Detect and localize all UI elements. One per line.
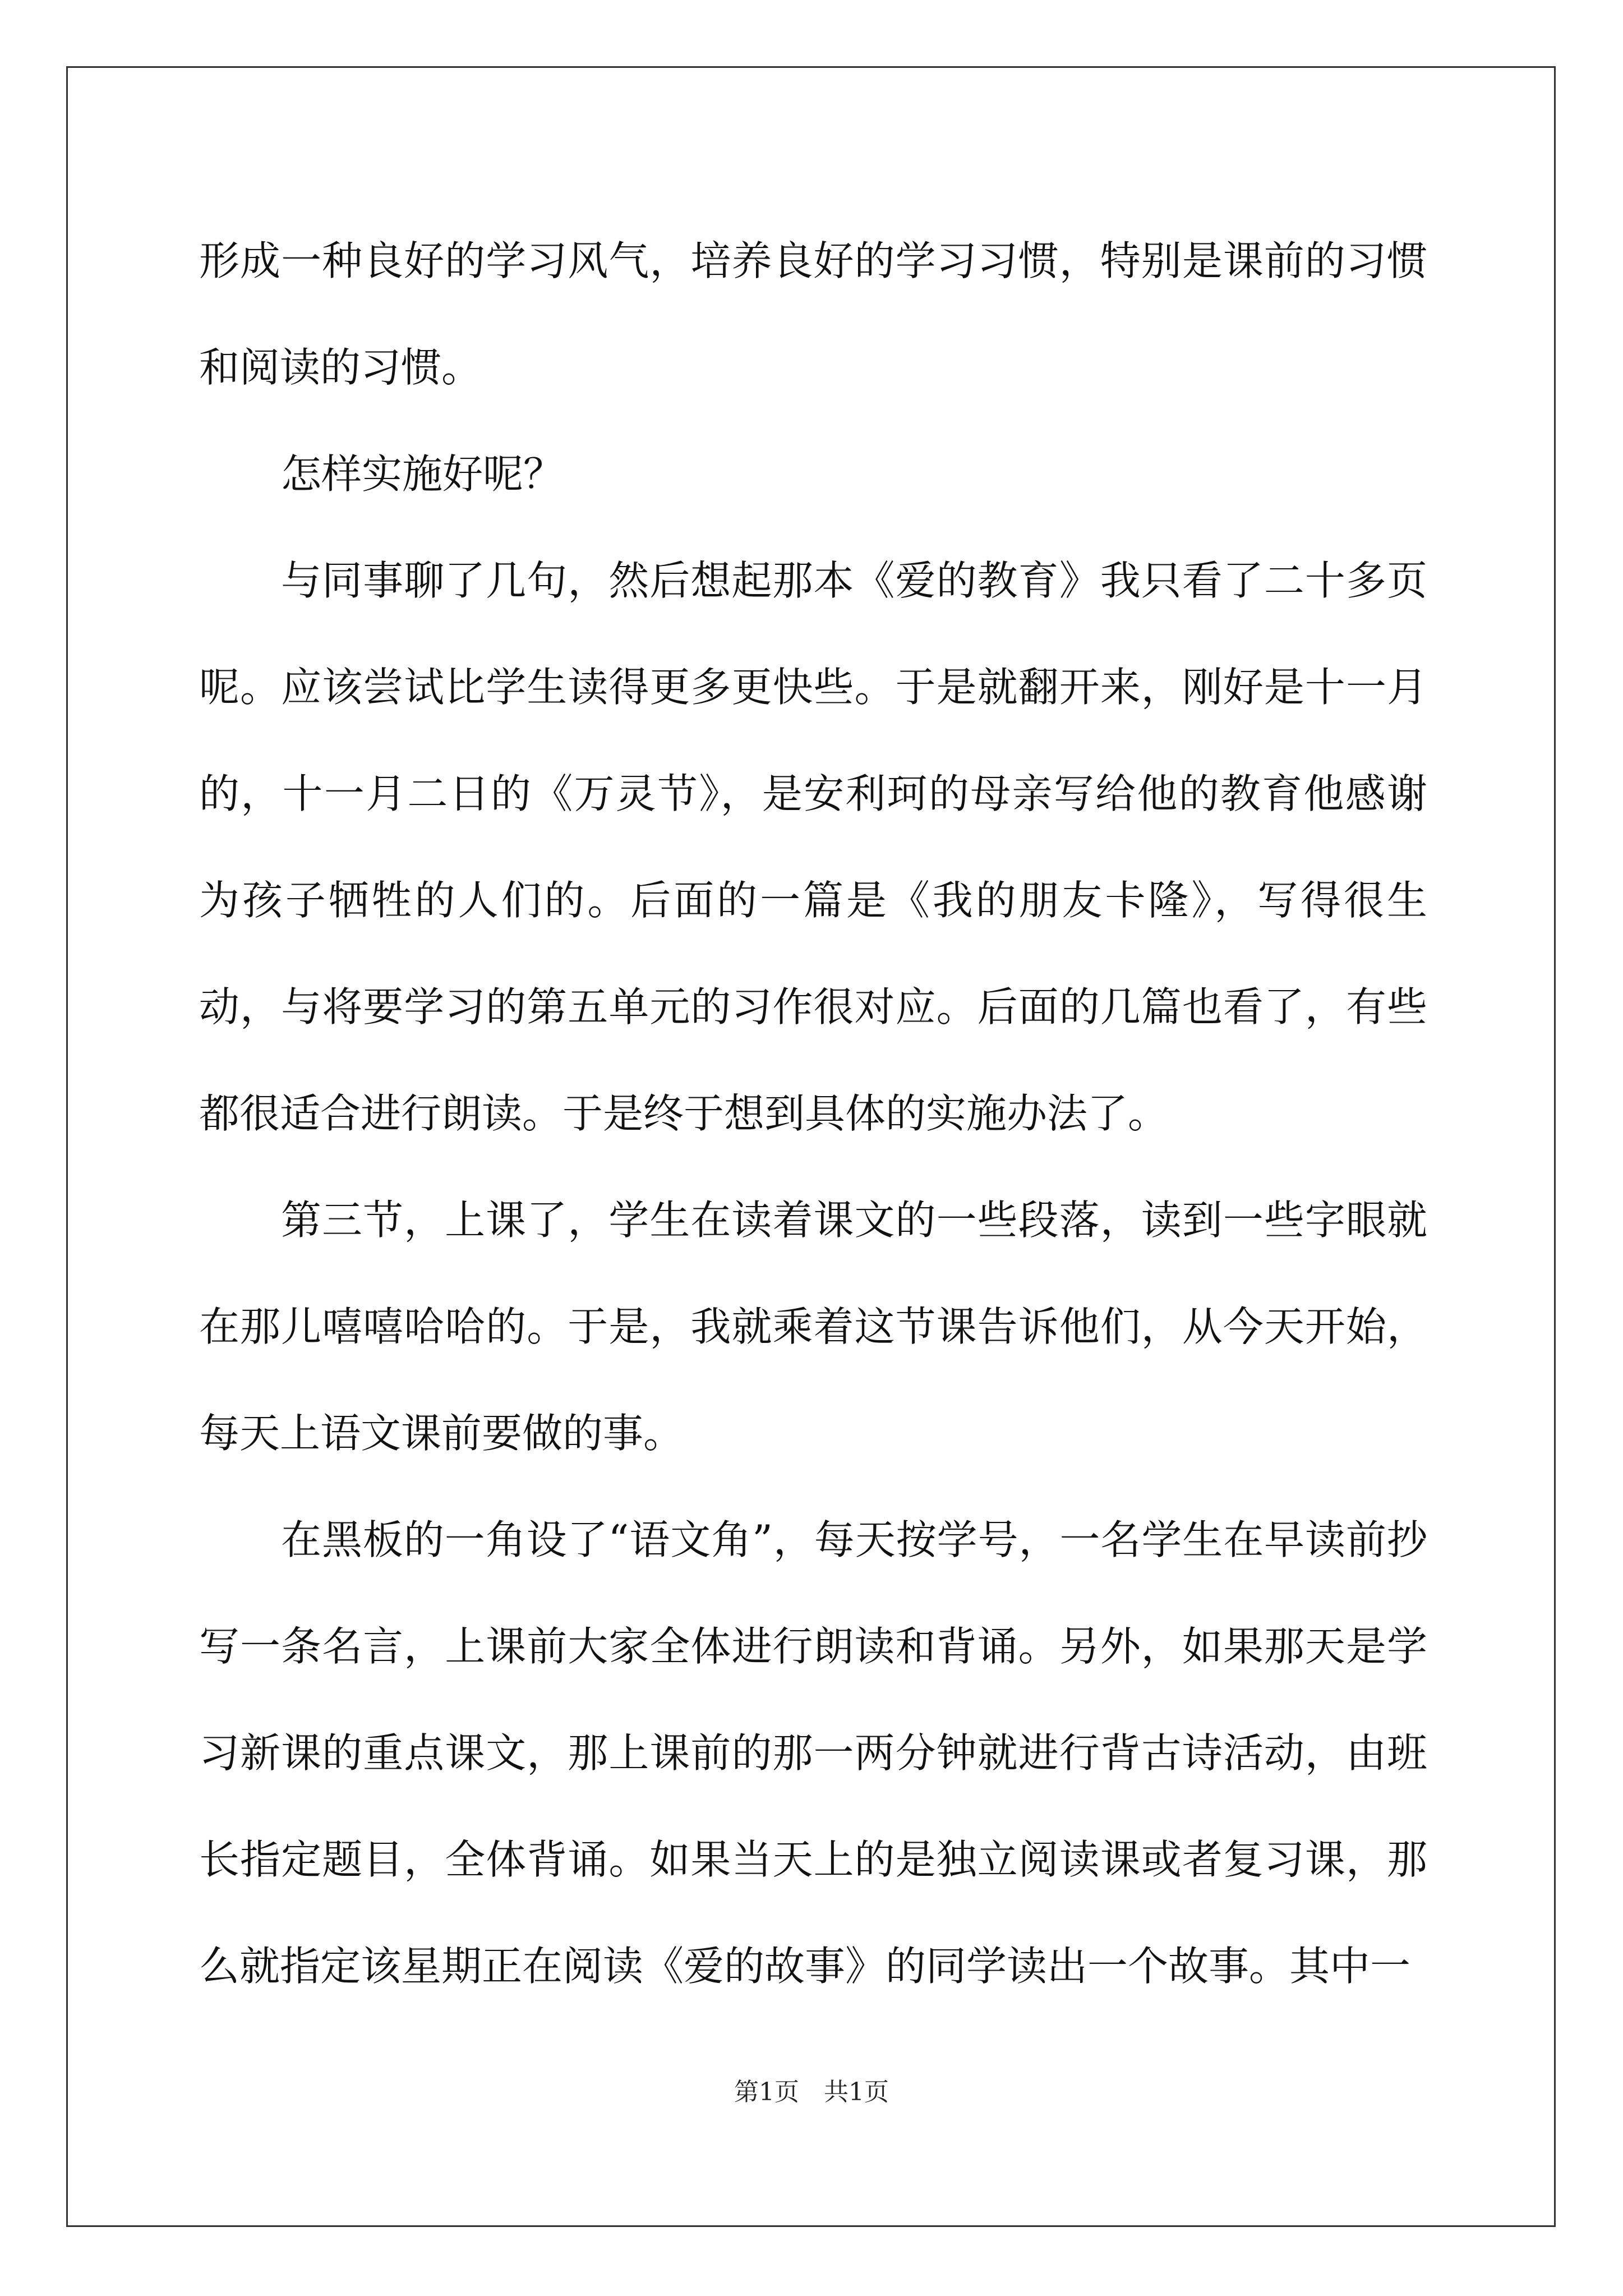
document-body [199, 208, 1427, 2019]
paragraph-1: 形成一种良好的学习风气，培养良好的学习习惯，特别是课前的习惯和阅读的习惯。 [199, 237, 1427, 391]
paragraph-3: 与同事聊了几句，然后想起那本《爱的教育》我只看了二十多页呢。应该尝试比学生读得更多更快些。于是就翻开来，刚好是十一月的，十一月二日的《万灵节》，是安利珂的母亲写给他的教育他感谢为孩子牺牲的人们的。后面的一篇是《我的朋友卡隆》，写得很生动，与将要学习的第五单元的习作很对应。后面的几篇也看了，有些都很适合进行朗读。于是终于想到具体的实施办法了。 [199, 557, 1427, 1137]
paragraph-4: 第三节，上课了，学生在读着课文的一些段落，读到一些字眼就在那儿嘻嘻哈哈的。于是，我就乘着这节课告诉他们，从今天开始，每天上语文课前要做的事。 [199, 1197, 1427, 1457]
paragraph-5: 在黑板的一角设了“语文角”，每天按学号，一名学生在早读前抄写一条名言，上课前大家全体进行朗读和背诵。另外，如果那天是学习新课的重点课文，那上课前的那一两分钟就进行背古诗活动，由班长指定题目，全体背诵。如果当天上的是独立阅读课或者复习课，那么就指定该星期正在阅读《爱的故事》的同学读出一个故事。其中一 [199, 1516, 1427, 1990]
page-footer: 第1页 共1页 [734, 2078, 889, 2106]
paragraph-2: 怎样实施好呢？ [281, 450, 564, 498]
